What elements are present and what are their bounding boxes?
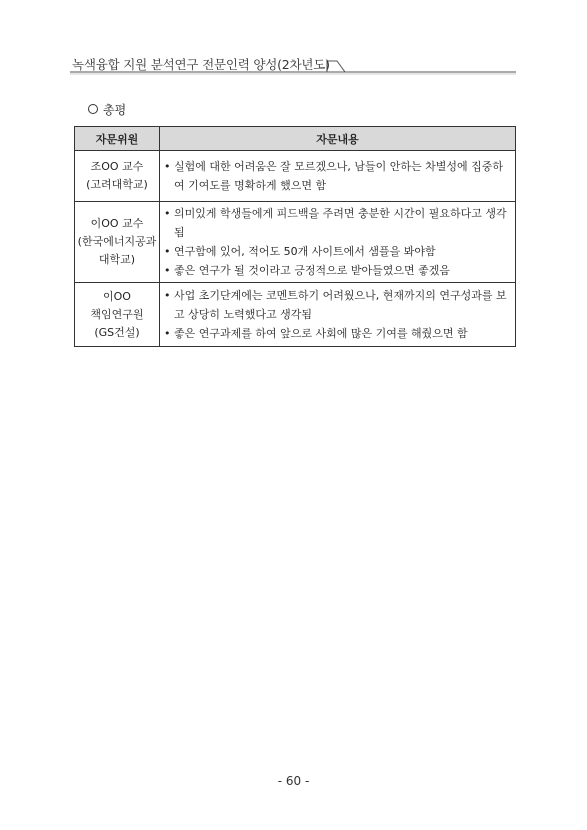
table-header-row [75,127,516,151]
list-item [164,204,511,242]
list-item [164,261,511,280]
bullet-dot-icon: • [164,327,171,340]
content-cell [160,151,516,202]
reviewer-affiliation: (고려대학교) [86,178,148,191]
bullet-dot-icon: • [164,207,171,220]
reviewer-name: 조OO 교수 [90,160,144,173]
list-item [164,157,511,195]
list-item-text: 연구함에 있어, 적어도 50개 사이트에서 샘플을 봐야함 [174,245,436,258]
reviewer-affiliation: (한국에너지공과 [77,235,157,248]
reviewer-name: 이OO [103,289,131,303]
reviewer-title: 책임연구원 [90,307,144,321]
list-item [164,324,511,343]
reviewer-name: 이OO 교수 [90,217,144,230]
list-item [164,286,511,324]
reviewer-cell [75,283,160,347]
list-item-text: 사업 초기단계에는 코멘트하기 어려웠으나, 현재까지의 연구성과를 보고 상당히 노력했다고 생각됨 [174,289,507,321]
table-row [75,151,516,202]
table-row [75,283,516,347]
list-item-text: 실험에 대한 어려움은 잘 모르겠으나, 남들이 안하는 차별성에 집중하여 기여도를 명확하게 했으면 함 [174,160,503,192]
content-cell [160,202,516,283]
page-number: - 60 - [277,774,310,788]
column-header-content: 자문내용 [160,127,516,151]
reviewer-cell [75,151,160,202]
reviewer-affiliation: (GS건설) [94,325,140,339]
list-item-text: 좋은 연구과제를 하여 앞으로 사회에 많은 기여를 해줬으면 함 [174,327,468,340]
bullet-dot-icon: • [164,160,171,173]
list-item-text: 좋은 연구가 될 것이라고 긍정적으로 받아들였으면 좋겠음 [174,264,451,277]
list-item [164,242,511,261]
column-header-reviewer: 자문위원 [75,127,160,151]
list-item-text: 의미있게 학생들에게 피드백을 주려면 충분한 시간이 필요하다고 생각됨 [174,207,507,239]
bullet-dot-icon: • [164,264,171,277]
bullet-dot-icon: • [164,245,171,258]
advice-table [74,126,516,347]
reviewer-affiliation: 대학교) [98,253,136,266]
reviewer-cell [75,202,160,283]
document-header-title: 녹색융합 지원 분석연구 전문인력 양성(2차년도) [72,57,330,72]
content-cell [160,283,516,347]
section-heading-text: 총평 [103,103,127,117]
circle-bullet-icon [88,104,98,114]
section-heading [88,101,126,118]
table-row [75,202,516,283]
bullet-dot-icon: • [164,289,171,302]
